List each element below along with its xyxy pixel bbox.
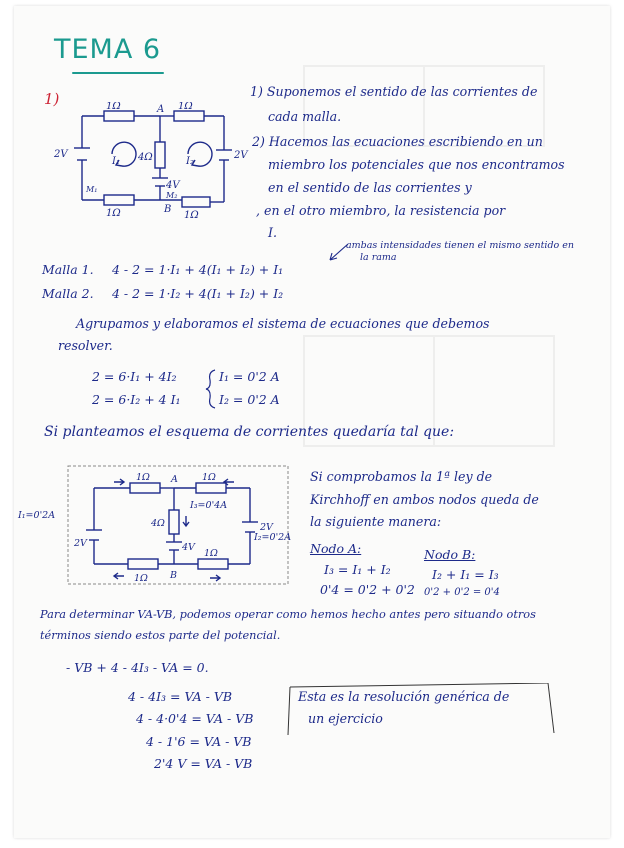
c2-r-bottom-left-label: 1Ω	[134, 573, 148, 584]
c1-v-left-label: 2V	[54, 149, 68, 160]
malla2-label: Malla 2.	[42, 286, 94, 301]
system-brace	[204, 368, 218, 410]
vab-text-line-1: Para determinar VA-VB, podemos operar como hemos hecho antes pero situando otros	[40, 608, 536, 621]
step2-line-5: I.	[268, 225, 277, 240]
note-line-1: Esta es la resolución genérica de	[298, 689, 510, 704]
c1-m2-label: M₂	[166, 191, 178, 200]
c2-r-top-right-label: 1Ω	[202, 472, 216, 483]
system-eq-1: 2 = 6·I₁ + 4I₂	[92, 369, 177, 384]
node-b-eq2: 0'2 + 0'2 = 0'4	[424, 587, 500, 598]
vab-step-5: 2'4 V = VA - VB	[154, 756, 253, 771]
c1-node-a-label: A	[157, 104, 165, 115]
vab-step-2: 4 - 4I₃ = VA - VB	[128, 689, 233, 704]
step1-line-1: 1) Suponemos el sentido de las corrientes de	[250, 84, 538, 99]
note-box	[286, 683, 558, 735]
group-text-line-2: resolver.	[58, 338, 113, 353]
annotation-line-1: ambas intensidades tienen el mismo sentido en	[346, 240, 575, 251]
c2-i3-label: I₃=0'4A	[190, 500, 228, 511]
c1-r-bottom-right-label: 1Ω	[184, 210, 199, 218]
node-a-eq2: 0'4 = 0'2 + 0'2	[320, 582, 415, 597]
c1-i1-label: I₁	[112, 156, 120, 167]
scheme-text: Si planteamos el esquema de corrientes quedaría tal que:	[44, 424, 455, 440]
malla1-equation: 4 - 2 = 1·I₁ + 4(I₁ + I₂) + I₁	[112, 262, 284, 277]
c2-i1-label: I₁=0'2A	[18, 510, 56, 521]
c1-r-top-right-label: 1Ω	[178, 102, 193, 112]
c1-r-top-left-label: 1Ω	[106, 102, 121, 112]
c2-r-bottom-right-label: 1Ω	[204, 548, 218, 559]
vab-step-1: - VB + 4 - 4I₃ - VA = 0.	[66, 660, 209, 675]
step1-line-2: cada malla.	[268, 109, 342, 124]
system-result-2: I₂ = 0'2 A	[219, 392, 280, 407]
c2-v-middle-label: 4V	[182, 542, 195, 553]
step2-line-4: , en el otro miembro, la resistencia por	[256, 203, 506, 218]
kirchhoff-line-3: la siguiente manera:	[310, 514, 442, 529]
c2-node-a-label: A	[171, 474, 178, 485]
notebook-sheet	[14, 6, 610, 838]
c1-r-middle-label: 4Ω	[138, 152, 153, 163]
node-b-label: Nodo B:	[424, 547, 476, 562]
title-underline	[72, 72, 164, 74]
malla2-equation: 4 - 2 = 1·I₂ + 4(I₁ + I₂) + I₂	[112, 286, 284, 301]
annotation-line-2: la rama	[360, 252, 397, 263]
vab-text-line-2: términos siendo estos parte del potencial.	[40, 629, 281, 642]
step2-line-1: 2) Hacemos las ecuaciones escribiendo en un	[252, 134, 543, 149]
c2-node-b-label: B	[170, 570, 177, 581]
circuit-diagram-1	[42, 102, 252, 218]
system-eq-2: 2 = 6·I₂ + 4 I₁	[92, 392, 181, 407]
system-result-1: I₁ = 0'2 A	[219, 369, 280, 384]
step2-line-2: miembro los potenciales que nos encontramos	[268, 157, 565, 172]
node-b-eq1: I₂ + I₁ = I₃	[432, 567, 499, 582]
step2-line-3: en el sentido de las corrientes y	[268, 180, 472, 195]
c1-i2-label: I₂	[186, 156, 194, 167]
node-a-eq1: I₃ = I₁ + I₂	[324, 562, 391, 577]
c2-i2-label: I₂=0'2A	[254, 532, 292, 543]
kirchhoff-line-1: Si comprobamos la 1ª ley de	[310, 469, 493, 484]
kirchhoff-line-2: Kirchhoff en ambos nodos queda de	[310, 492, 539, 507]
c1-node-b-label: B	[164, 204, 172, 215]
c1-m1-label: M₁	[86, 185, 98, 194]
c2-v-right-label: 2V	[260, 522, 273, 533]
page-title: TEMA 6	[54, 34, 162, 65]
c1-r-bottom-left-label: 1Ω	[106, 208, 121, 218]
c1-v-middle-label: 4V	[166, 180, 180, 191]
group-text-line-1: Agrupamos y elaboramos el sistema de ecuaciones que debemos	[76, 316, 490, 331]
node-a-label: Nodo A:	[310, 541, 362, 556]
malla1-label: Malla 1.	[42, 262, 94, 277]
circuit-diagram-2	[54, 460, 300, 588]
c2-r-top-left-label: 1Ω	[136, 472, 150, 483]
c2-v-left-label: 2V	[74, 538, 87, 549]
vab-step-3: 4 - 4·0'4 = VA - VB	[136, 711, 254, 726]
c2-r-middle-label: 4Ω	[151, 518, 165, 529]
problem-number: 1)	[44, 90, 60, 108]
note-line-2: un ejercicio	[308, 711, 383, 726]
vab-step-4: 4 - 1'6 = VA - VB	[146, 734, 252, 749]
c1-v-right-label: 2V	[234, 150, 248, 161]
